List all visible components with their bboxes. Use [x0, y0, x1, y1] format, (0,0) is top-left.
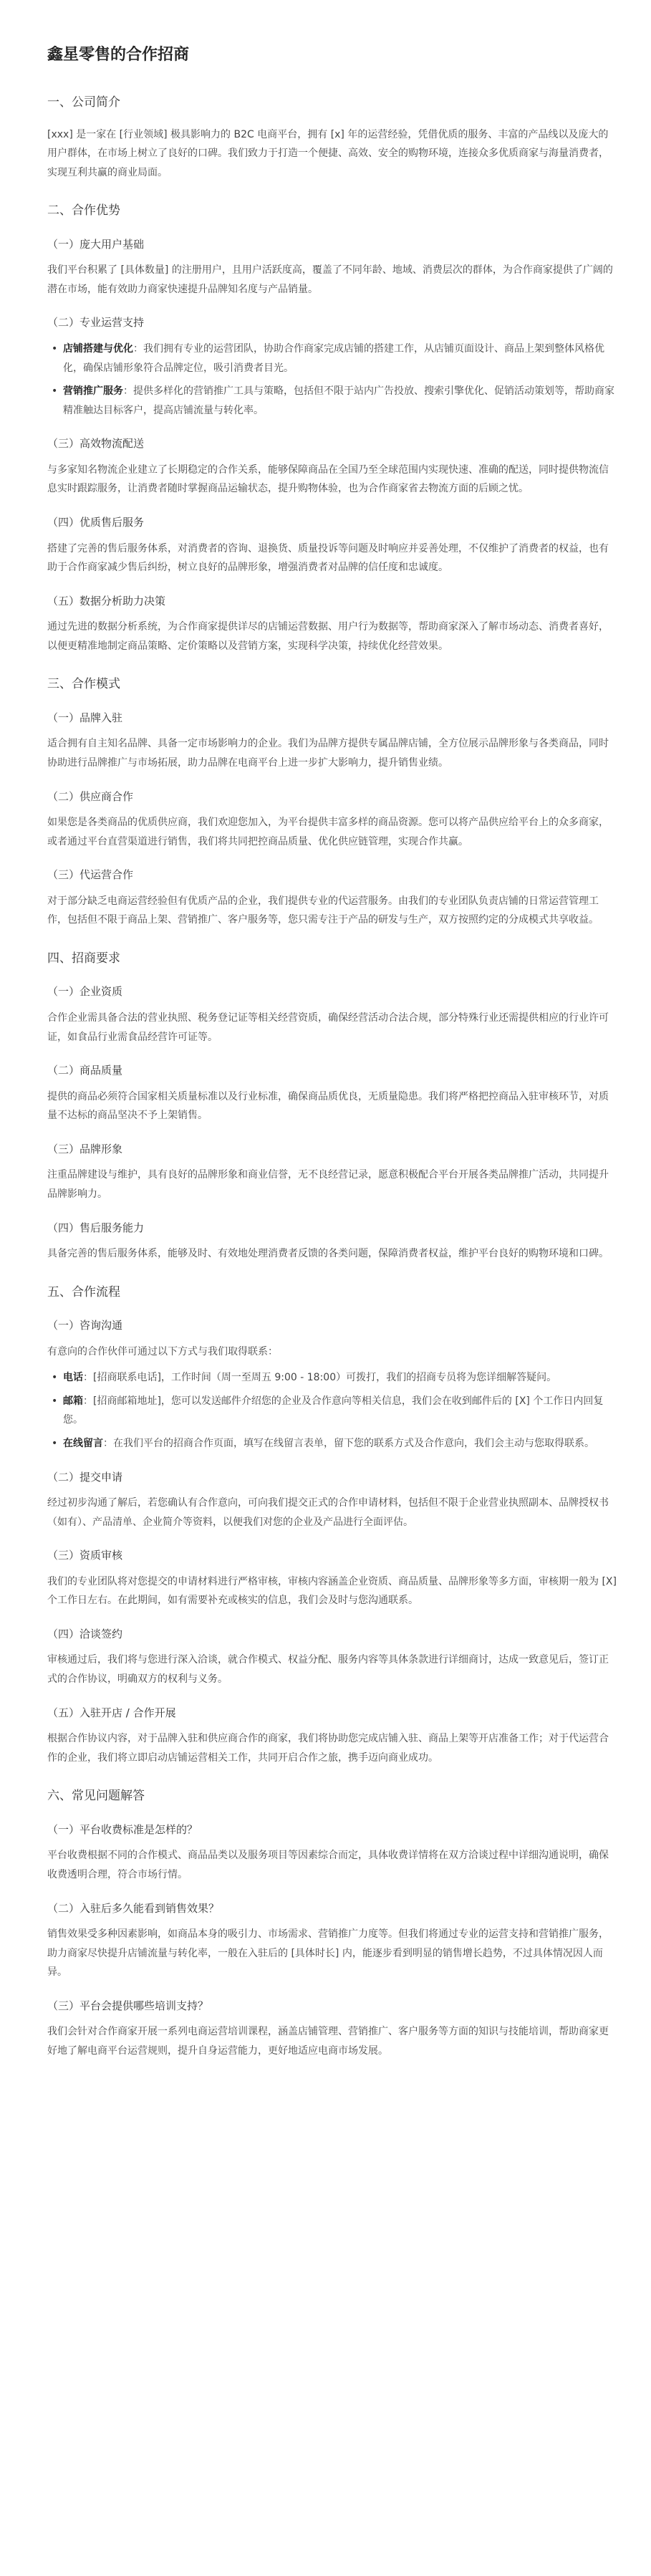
section-heading: 六、常见问题解答 — [47, 1789, 145, 1804]
section-heading: 四、招商要求 — [47, 951, 120, 966]
subsection-heading: （二）专业运营支持 — [47, 316, 145, 330]
paragraph: 合作企业需具备合法的营业执照、税务登记证等相关经营资质，确保经营活动合法合规，部分特殊行业还需提供相应的行业许可证，如食品行业需食品经营许可证等。 — [47, 1011, 609, 1043]
section-requirements — [47, 950, 618, 1264]
list-item-text: ：提供多样化的营销推广工具与策略，包括但不限于站内广告投放、搜索引擎优化、促销活动策划等，帮助商家精准触达目标客户，提高店铺流量与转化率。 — [63, 385, 614, 416]
list-item-text: ：[招商邮箱地址]，您可以发送邮件介绍您的企业及合作意向等相关信息，我们会在收到邮件后的 [X] 个工作日内回复您。 — [63, 1395, 604, 1426]
subsection-heading: （四）售后服务能力 — [47, 1221, 145, 1234]
paragraph: 如果您是各类商品的优质供应商，我们欢迎您加入，为平台提供丰富多样的商品资源。您可以将产品供应给平台上的众多商家，或者通过平台直营渠道进行销售，我们将共同把控商品质量、优化供应链管理，实现合作共赢。 — [47, 817, 609, 847]
subsection-heading: （一）企业资质 — [47, 985, 123, 999]
section-faq — [47, 1787, 618, 2060]
list-item-label: 在线留言 — [63, 1438, 103, 1449]
subsection-heading: （三）代运营合作 — [47, 868, 134, 882]
subsection-heading: （三）品牌形象 — [47, 1142, 123, 1155]
subsection-heading: （四）洽谈签约 — [47, 1627, 123, 1640]
list-item — [47, 1368, 618, 1388]
list-item-text: ：我们拥有专业的运营团队，协助合作商家完成店铺的搭建工作，从店铺页面设计、商品上架到整体风格优化，确保店铺形象符合品牌定位，吸引消费者目光。 — [63, 342, 604, 374]
list-item — [47, 382, 618, 420]
paragraph: 通过先进的数据分析系统，为合作商家提供详尽的店铺运营数据、用户行为数据等，帮助商家深入了解市场动态、消费者喜好，以便更精准地制定商品策略、定价策略以及营销方案，实现科学决策，持续优化经营效果。 — [47, 621, 609, 652]
section-heading: 二、合作优势 — [47, 203, 120, 218]
list-item-text: ：在我们平台的招商合作页面，填写在线留言表单，留下您的联系方式及合作意向，我们会主动与您取得联系。 — [103, 1438, 594, 1449]
subsection-heading: （一）咨询沟通 — [47, 1319, 123, 1332]
paragraph: 适合拥有自主知名品牌、具备一定市场影响力的企业。我们为品牌方提供专属品牌店铺，全方位展示品牌形象与各类商品，同时协助进行品牌推广与市场拓展，助力品牌在电商平台上进一步扩大影响力，提升销售业绩。 — [47, 738, 609, 769]
subsection-heading: （一）品牌入驻 — [47, 711, 123, 724]
paragraph: 我们平台积累了 [具体数量] 的注册用户，且用户活跃度高，覆盖了不同年龄、地域、消费层次的群体，为合作商家提供了广阔的潜在市场，能有效助力商家快速提升品牌知名度与产品销量。 — [47, 264, 613, 295]
section-heading: 五、合作流程 — [47, 1284, 120, 1299]
paragraph: 审核通过后，我们将与您进行深入洽谈，就合作模式、权益分配、服务内容等具体条款进行详细商讨，达成一致意见后，签订正式的合作协议，明确双方的权利与义务。 — [47, 1654, 609, 1686]
list-item-label: 电话 — [63, 1372, 83, 1384]
list-item-label: 邮箱 — [63, 1395, 83, 1407]
section-heading: 一、公司简介 — [47, 95, 120, 110]
faq-answer: 平台收费根据不同的合作模式、商品品类以及服务项目等因素综合而定，具体收费详情将在双方洽谈过程中详细沟通说明，确保收费透明合理，符合市场行情。 — [47, 1850, 609, 1880]
paragraph: 有意向的合作伙伴可通过以下方式与我们取得联系： — [47, 1345, 278, 1357]
subsection-heading: （二）商品质量 — [47, 1064, 123, 1077]
list-item — [47, 1434, 618, 1453]
paragraph: 经过初步沟通了解后，若您确认有合作意向，可向我们提交正式的合作申请材料，包括但不限于企业营业执照副本、品牌授权书（如有）、产品清单、企业简介等资料，以便我们对您的企业及产品进行全面评估。 — [47, 1497, 609, 1528]
subsection-heading: （三）资质审核 — [47, 1549, 123, 1562]
bullet-list — [47, 1368, 618, 1453]
faq-answer: 销售效果受多种因素影响，如商品本身的吸引力、市场需求、营销推广力度等。但我们将通过专业的运营支持和营销推广服务，助力商家尽快提升店铺流量与转化率，一般在入驻后的 [具体时长] 内，能逐步看到明显的销售增长趋势，不过具体情况因人而异。 — [47, 1928, 609, 1979]
subsection-heading: （四）优质售后服务 — [47, 516, 145, 529]
subsection-heading: （五）入驻开店 / 合作开展 — [47, 1706, 176, 1719]
paragraph: 对于部分缺乏电商运营经验但有优质产品的企业，我们提供专业的代运营服务。由我们的专业团队负责店铺的日常运营管理工作，包括但不限于商品上架、营销推广、客户服务等，您只需专注于产品的研发与生产，双方按照约定的分成模式共享收益。 — [47, 895, 599, 926]
list-item-label: 营销推广服务 — [63, 385, 123, 398]
paragraph: 我们的专业团队将对您提交的申请材料进行严格审核，审核内容涵盖企业资质、商品质量、品牌形象等多方面，审核期一般为 [X] 个工作日左右。在此期间，如有需要补充或核实的信息，我们会及时与您沟通联系。 — [47, 1575, 617, 1607]
subsection-heading: （五）数据分析助力决策 — [47, 594, 166, 607]
subsection-heading: （二）提交申请 — [47, 1470, 123, 1484]
section-cooperation-modes — [47, 676, 618, 930]
paragraph: 根据合作协议内容，对于品牌入驻和供应商合作的商家，我们将协助您完成店铺入驻、商品上架等开店准备工作；对于代运营合作的企业，我们将立即启动店铺运营相关工作，共同开启合作之旅，携手迈向商业成功。 — [47, 1733, 609, 1764]
paragraph: [xxx] 是一家在 [行业领域] 极具影响力的 B2C 电商平台，拥有 [x] 年的运营经验，凭借优质的服务、丰富的产品线以及庞大的用户群体，在市场上树立了良好的口碑。我们致力于打造一个便捷、高效、安全的购物环境，连接众多优质商家与海量消费者，实现互利共赢的商业局面。 — [47, 128, 609, 178]
list-item-label: 店铺搭建与优化 — [63, 342, 133, 355]
section-process — [47, 1284, 618, 1768]
section-heading: 三、合作模式 — [47, 677, 120, 692]
page-title: 鑫星零售的合作招商 — [47, 46, 190, 64]
list-item — [47, 340, 618, 378]
section-advantages — [47, 202, 618, 655]
paragraph: 注重品牌建设与维护，具有良好的品牌形象和商业信誉，无不良经营记录，愿意积极配合平台开展各类品牌推广活动，共同提升品牌影响力。 — [47, 1169, 609, 1200]
paragraph: 提供的商品必须符合国家相关质量标准以及行业标准，确保商品质优良，无质量隐患。我们将严格把控商品入驻审核环节，对质量不达标的商品坚决不予上架销售。 — [47, 1090, 609, 1122]
list-item — [47, 1392, 618, 1430]
subsection-heading: （二）供应商合作 — [47, 789, 134, 803]
bullet-list — [47, 340, 618, 420]
paragraph: 与多家知名物流企业建立了长期稳定的合作关系，能够保障商品在全国乃至全球范围内实现快速、准确的配送，同时提供物流信息实时跟踪服务，让消费者随时掌握商品运输状态，提升购物体验，也为合作商家省去物流方面的后顾之忧。 — [47, 463, 609, 495]
faq-answer: 我们会针对合作商家开展一系列电商运营培训课程，涵盖店铺管理、营销推广、客户服务等方面的知识与技能培训，帮助商家更好地了解电商平台运营规则，提升自身运营能力，更好地适应电商市场发展。 — [47, 2026, 609, 2057]
section-company-intro — [47, 94, 618, 182]
subsection-heading: （三）高效物流配送 — [47, 437, 145, 451]
subsection-heading: （一）庞大用户基础 — [47, 237, 145, 251]
faq-question: （三）平台会提供哪些培训支持？ — [47, 1999, 209, 2012]
faq-question: （二）入驻后多久能看到销售效果？ — [47, 1901, 220, 1915]
paragraph: 搭建了完善的售后服务体系，对消费者的咨询、退换货、质量投诉等问题及时响应并妥善处理，不仅维护了消费者的权益，也有助于合作商家减少售后纠纷，树立良好的品牌形象，增强消费者对品牌的信任度和忠诚度。 — [47, 542, 609, 574]
faq-question: （一）平台收费标准是怎样的？ — [47, 1822, 198, 1836]
list-item-text: ：[招商联系电话]，工作时间（周一至周五 9:00 - 18:00）可拨打，我们的招商专员将为您详细解答疑问。 — [83, 1372, 557, 1384]
paragraph: 具备完善的售后服务体系，能够及时、有效地处理消费者反馈的各类问题，保障消费者权益，维护平台良好的购物环境和口碑。 — [47, 1248, 609, 1260]
